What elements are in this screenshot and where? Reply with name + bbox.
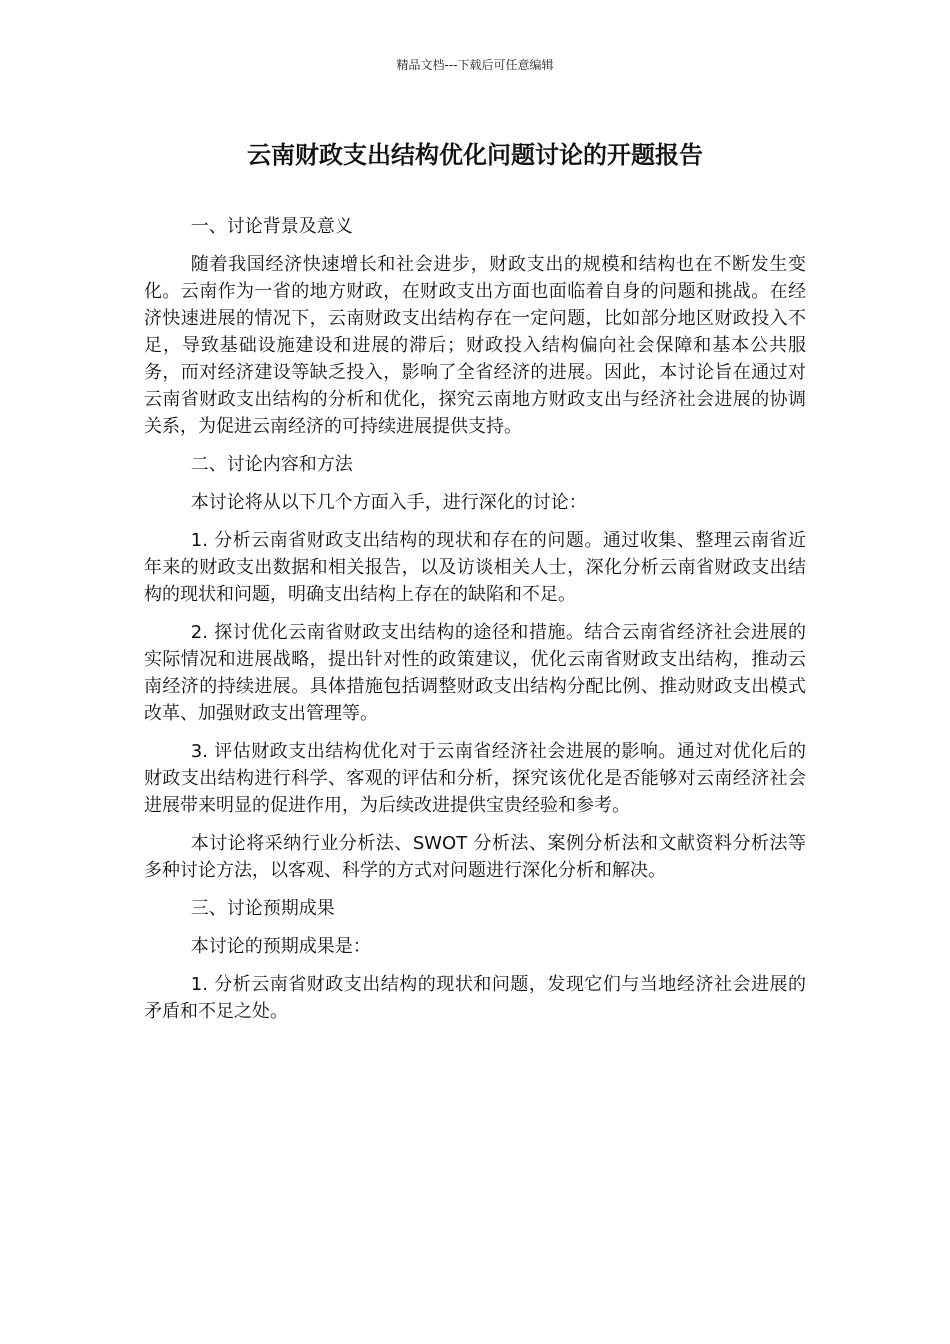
document-body: [144, 213, 806, 1036]
header-note: 精品文档---下载后可任意编辑: [396, 58, 554, 72]
section-heading-expected-results: 三、讨论预期成果: [190, 898, 335, 919]
paragraph-background: 随着我国经济快速增长和社会进步，财政支出的规模和结构也在不断发生变化。云南作为一省的地方财政，在财政支出方面也面临着自身的问题和挑战。在经济快速进展的情况下，云南财政支出结构存在一定问题，比如部分地区财政投入不足，导致基础设施建设和进展的滞后；财政投入结构偏向社会保障和基本公共服务，而对经济建设等缺乏投入，影响了全省经济的进展。因此，本讨论旨在通过对云南省财政支出结构的分析和优化，探究云南地方财政支出与经济社会进展的协调关系，为促进云南经济的可持续进展提供支持。: [144, 254, 806, 437]
paragraph-content-intro: 本讨论将从以下几个方面入手，进行深化的讨论：: [190, 492, 587, 513]
list-item-analysis: 1. 分析云南省财政支出结构的现状和存在的问题。通过收集、整理云南省近年来的财政支出数据和相关报告，以及访谈相关人士，深化分析云南省财政支出结构的现状和问题，明确支出结构上存在的缺陷和不足。: [144, 530, 806, 605]
list-item-optimization: 2. 探讨优化云南省财政支出结构的途径和措施。结合云南省经济社会进展的实际情况和进展战略，提出针对性的政策建议，优化云南省财政支出结构，推动云南经济的持续进展。具体措施包括调整财政支出结构分配比例、推动财政支出模式改革、加强财政支出管理等。: [144, 622, 806, 724]
list-item-result-1: 1. 分析云南省财政支出结构的现状和问题，发现它们与当地经济社会进展的矛盾和不足之处。: [144, 974, 806, 1022]
section-heading-background: 一、讨论背景及意义: [190, 216, 353, 237]
document-title: 云南财政支出结构优化问题讨论的开题报告: [247, 141, 703, 169]
paragraph-methods: 本讨论将采纳行业分析法、SWOT 分析法、案例分析法和文献资料分析法等多种讨论方法，以客观、科学的方式对问题进行深化分析和解决。: [144, 833, 806, 881]
section-heading-content-methods: 二、讨论内容和方法: [190, 454, 353, 475]
paragraph-results-intro: 本讨论的预期成果是：: [190, 936, 371, 957]
list-item-evaluation: 3. 评估财政支出结构优化对于云南省经济社会进展的影响。通过对优化后的财政支出结构进行科学、客观的评估和分析，探究该优化是否能够对云南经济社会进展带来明显的促进作用，为后续改进提供宝贵经验和参考。: [144, 741, 806, 816]
